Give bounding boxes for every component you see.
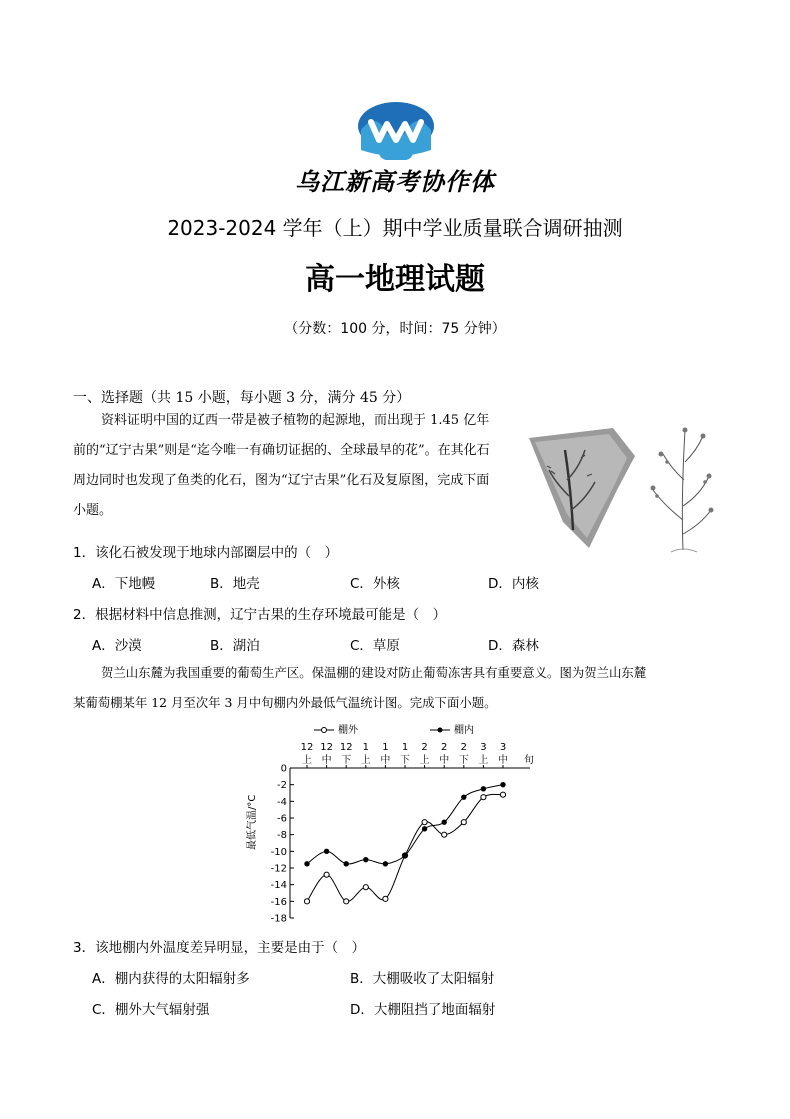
point-outside <box>363 885 368 890</box>
x-tick-label-month: 1 <box>362 742 369 753</box>
logo-emblem <box>355 100 437 162</box>
material1-line-1: 资料证明中国的辽西一带是被子植物的起源地，而出现于 1.45 亿年 <box>101 413 490 428</box>
x-tick-label-period: 中 <box>380 755 391 766</box>
logo-text: 乌江新高考协作体 <box>295 168 495 196</box>
point-inside <box>364 857 368 861</box>
point-outside <box>422 820 427 825</box>
point-inside <box>305 862 309 866</box>
point-inside <box>403 853 407 857</box>
y-tick-label: -8 <box>277 830 287 842</box>
x-tick-label-month: 2 <box>460 742 467 753</box>
x-tick-label-month: 12 <box>300 742 314 753</box>
x-axis-unit: 旬 <box>524 755 534 766</box>
q1-option-b: B．地壳 <box>210 576 260 592</box>
point-outside <box>500 792 505 797</box>
q1-option-a: A．下地幔 <box>92 576 156 592</box>
legend-marker-inside <box>438 728 443 733</box>
point-outside <box>344 899 349 904</box>
exam-subtitle: 2023-2024 学年（上）期中学业质量联合调研抽测 <box>167 216 623 240</box>
y-tick-label: -6 <box>277 813 287 825</box>
x-tick-label-month: 3 <box>480 742 487 753</box>
point-inside <box>383 862 387 866</box>
y-axis-label: 最低气温/°C <box>247 794 258 850</box>
point-inside <box>344 862 348 866</box>
y-tick-label: -18 <box>270 913 287 925</box>
q2-option-b: B．湖泊 <box>210 638 260 654</box>
q3-stem: 3．该地棚内外温度差异明显，主要是由于（ ） <box>73 940 366 956</box>
point-outside <box>461 820 466 825</box>
x-tick-label-month: 1 <box>382 742 389 753</box>
q1-option-d: D．内核 <box>488 576 539 592</box>
point-outside <box>481 795 486 800</box>
q2-option-a: A．沙漠 <box>92 638 142 654</box>
material1-line-2: 前的“辽宁古果”则是“迄今唯一有确切证据的、全球最早的花”。在其化石 <box>73 443 490 458</box>
material2-line-1: 贺兰山东麓为我国重要的葡萄生产区。保温棚的建设对防止葡萄冻害具有重要意义。图为贺兰山东麓 <box>101 665 647 680</box>
point-inside <box>501 782 505 786</box>
section-heading: 一、选择题（共 15 小题，每小题 3 分，满分 45 分） <box>73 390 411 406</box>
legend-label-outside: 棚外 <box>338 725 358 736</box>
q3-option-c: C．棚外大气辐射强 <box>92 1002 210 1018</box>
q3-option-d: D．大棚阻挡了地面辐射 <box>350 1002 496 1018</box>
x-tick-label-period: 下 <box>458 755 469 766</box>
point-inside <box>422 827 426 831</box>
x-tick-label-period: 上 <box>302 755 312 766</box>
x-tick-label-month: 1 <box>401 742 409 753</box>
point-outside <box>304 899 309 904</box>
q1-stem: 1．该化石被发现于地球内部圈层中的（ ） <box>73 545 339 561</box>
x-tick-label-month: 12 <box>339 742 353 753</box>
x-tick-label-period: 中 <box>321 755 332 766</box>
point-inside <box>324 849 328 853</box>
legend-marker-outside <box>322 728 327 733</box>
q3-option-a: A．棚内获得的太阳辐射多 <box>92 971 250 987</box>
series-line-inside <box>307 785 503 864</box>
legend-label-inside: 棚内 <box>454 725 474 736</box>
x-tick-label-period: 下 <box>341 755 352 766</box>
material1-line-4: 小题。 <box>73 503 113 518</box>
x-tick-label-month: 2 <box>441 742 448 753</box>
material2-line-2: 某葡萄棚某年 12 月至次年 3 月中旬棚内外最低气温统计图。完成下面小题。 <box>73 695 497 710</box>
x-tick-label-period: 中 <box>498 755 508 766</box>
q2-stem: 2．根据材料中信息推测，辽宁古果的生存环境最可能是（ ） <box>73 607 447 623</box>
x-tick-label-period: 上 <box>360 755 371 766</box>
x-tick-label-month: 12 <box>320 742 333 753</box>
y-tick-label: 0 <box>280 763 287 775</box>
q2-option-d: D．森林 <box>488 638 539 654</box>
x-tick-label-period: 下 <box>400 755 410 766</box>
x-tick-label-period: 中 <box>439 755 450 766</box>
series-line-outside <box>307 794 503 901</box>
point-inside <box>481 787 485 791</box>
y-tick-label: -16 <box>270 896 287 908</box>
x-tick-label-month: 2 <box>421 742 428 753</box>
q3-option-b: B．大棚吸收了太阳辐射 <box>350 971 495 987</box>
fossil-image <box>525 410 725 560</box>
point-outside <box>383 896 388 901</box>
y-tick-label: -12 <box>270 863 287 875</box>
temperature-chart <box>247 720 550 925</box>
x-tick-label-period: 上 <box>419 755 430 766</box>
q2-option-c: C．草原 <box>350 638 400 654</box>
y-tick-label: -10 <box>270 846 287 858</box>
exam-title: 高一地理试题 <box>305 262 485 297</box>
point-inside <box>462 795 466 799</box>
y-tick-label: -2 <box>277 780 287 792</box>
x-tick-label-month: 3 <box>499 742 507 753</box>
y-tick-label: -4 <box>277 796 287 808</box>
x-tick-label-period: 上 <box>478 755 489 766</box>
q1-option-c: C．外核 <box>350 576 400 592</box>
y-tick-label: -14 <box>270 880 287 892</box>
point-outside <box>442 832 447 837</box>
point-inside <box>442 820 446 824</box>
chart-legend <box>314 723 474 736</box>
point-outside <box>324 872 329 877</box>
score-info: （分数：100 分，时间：75 分钟） <box>284 321 506 337</box>
material1-line-3: 周边同时也发现了鱼类的化石，图为“辽宁古果”化石及复原图，完成下面 <box>73 473 490 488</box>
